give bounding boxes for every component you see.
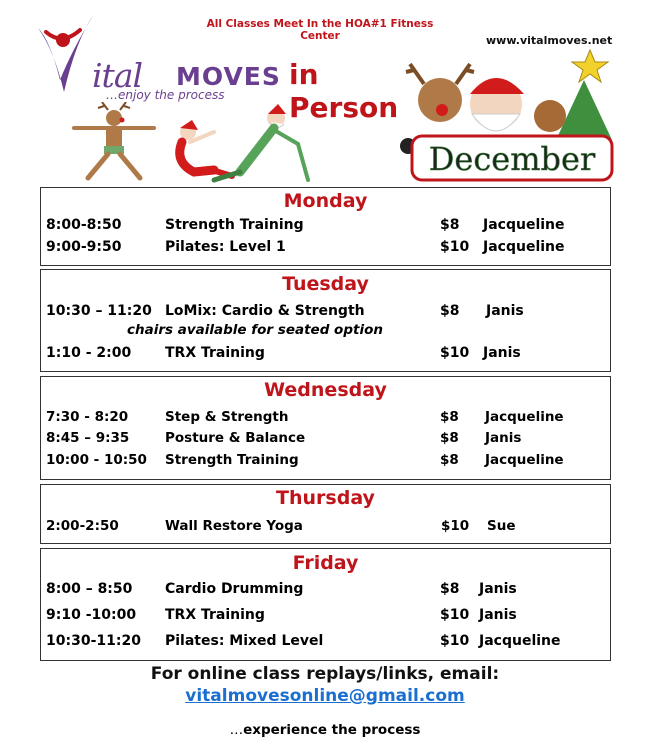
online-replays-line: For online class replays/links, email: [150, 664, 500, 684]
day-title: Friday [292, 552, 359, 574]
vitalmoves-logo [32, 10, 412, 124]
mrs-claus-figure-icon [180, 120, 232, 176]
class-price: $10 [440, 239, 470, 255]
class-name: Posture & Balance [165, 430, 306, 446]
class-row [41, 345, 610, 365]
class-name: Strength Training [165, 217, 304, 233]
class-instructor: Jacqueline [483, 217, 565, 233]
class-instructor: Jacqueline [485, 409, 564, 425]
class-price: $10 [440, 345, 470, 361]
class-time: 8:00 – 8:50 [46, 581, 133, 597]
class-time: 10:30 – 11:20 [46, 303, 152, 319]
class-row [41, 452, 610, 472]
class-instructor: Janis [479, 581, 517, 597]
class-instructor: Janis [483, 345, 521, 361]
class-time: 1:10 - 2:00 [46, 345, 132, 361]
santa-plank-figure-icon [214, 104, 308, 180]
experience-tagline [0, 722, 650, 738]
class-instructor: Janis [486, 303, 524, 319]
logo-tagline: …enjoy the process [106, 88, 225, 102]
class-price: $8 [440, 452, 459, 468]
class-row [41, 430, 610, 450]
logo-word: ital [92, 56, 143, 95]
class-name: Cardio Drumming [165, 581, 304, 597]
contact-email-link[interactable]: vitalmovesonline@gmail.com [185, 686, 465, 706]
day-block-monday [40, 187, 611, 266]
class-name: Pilates: Level 1 [165, 239, 286, 255]
class-row [41, 518, 610, 538]
class-instructor: Janis [485, 430, 522, 446]
class-price: $8 [440, 217, 460, 233]
class-time: 10:30-11:20 [46, 633, 141, 649]
class-instructor: Jacqueline [479, 633, 561, 649]
class-instructor: Sue [487, 518, 516, 534]
meeting-location-note: All Classes Meet In the HOA#1 Fitness Center [206, 18, 434, 42]
class-row [41, 607, 610, 627]
class-time: 7:30 - 8:20 [46, 409, 129, 425]
class-time: 9:00-9:50 [46, 239, 122, 255]
class-name: TRX Training [165, 607, 265, 623]
day-title: Tuesday [282, 273, 369, 295]
class-row [41, 633, 610, 653]
class-time: 10:00 - 10:50 [46, 452, 147, 468]
class-price: $8 [440, 303, 460, 319]
month-label: December [428, 140, 596, 178]
class-name: Strength Training [165, 452, 299, 468]
reindeer-figure-icon [74, 102, 154, 178]
class-row [41, 581, 610, 601]
experience-text: experience the process [243, 722, 421, 738]
class-time: 9:10 -10:00 [46, 607, 137, 623]
day-title: Monday [283, 190, 368, 212]
class-price: $8 [440, 409, 459, 425]
seated-option-note: chairs available for seated option [127, 322, 383, 338]
class-name: Pilates: Mixed Level [165, 633, 324, 649]
class-name: LoMix: Cardio & Strength [165, 303, 365, 319]
class-row [41, 217, 610, 237]
class-instructor: Jacqueline [485, 452, 564, 468]
class-name: Step & Strength [165, 409, 289, 425]
class-price: $10 [441, 518, 470, 534]
class-price: $8 [440, 581, 460, 597]
day-block-thursday [40, 484, 611, 544]
class-instructor: Janis [479, 607, 517, 623]
class-row [41, 239, 610, 259]
day-block-wednesday [40, 376, 611, 480]
class-price: $10 [440, 607, 470, 623]
class-time: 2:00-2:50 [46, 518, 119, 534]
day-block-tuesday [40, 269, 611, 372]
class-time: 8:00-8:50 [46, 217, 122, 233]
logo-in-person: in Person [289, 58, 399, 124]
website-link[interactable]: www.vitalmoves.net [486, 34, 613, 47]
day-title: Thursday [276, 487, 375, 509]
class-name: Wall Restore Yoga [165, 518, 303, 534]
holiday-exercise-illustration [64, 102, 316, 184]
logo-moves: MOVES [176, 62, 281, 91]
class-price: $10 [440, 633, 470, 649]
class-instructor: Jacqueline [483, 239, 565, 255]
class-row [41, 409, 610, 429]
day-title: Wednesday [264, 379, 387, 401]
day-block-friday [40, 548, 611, 661]
class-price: $8 [440, 430, 459, 446]
class-time: 8:45 – 9:35 [46, 430, 130, 446]
experience-dots: … [229, 722, 244, 738]
class-name: TRX Training [165, 345, 265, 361]
class-row [41, 303, 610, 323]
december-holiday-badge [400, 44, 618, 184]
